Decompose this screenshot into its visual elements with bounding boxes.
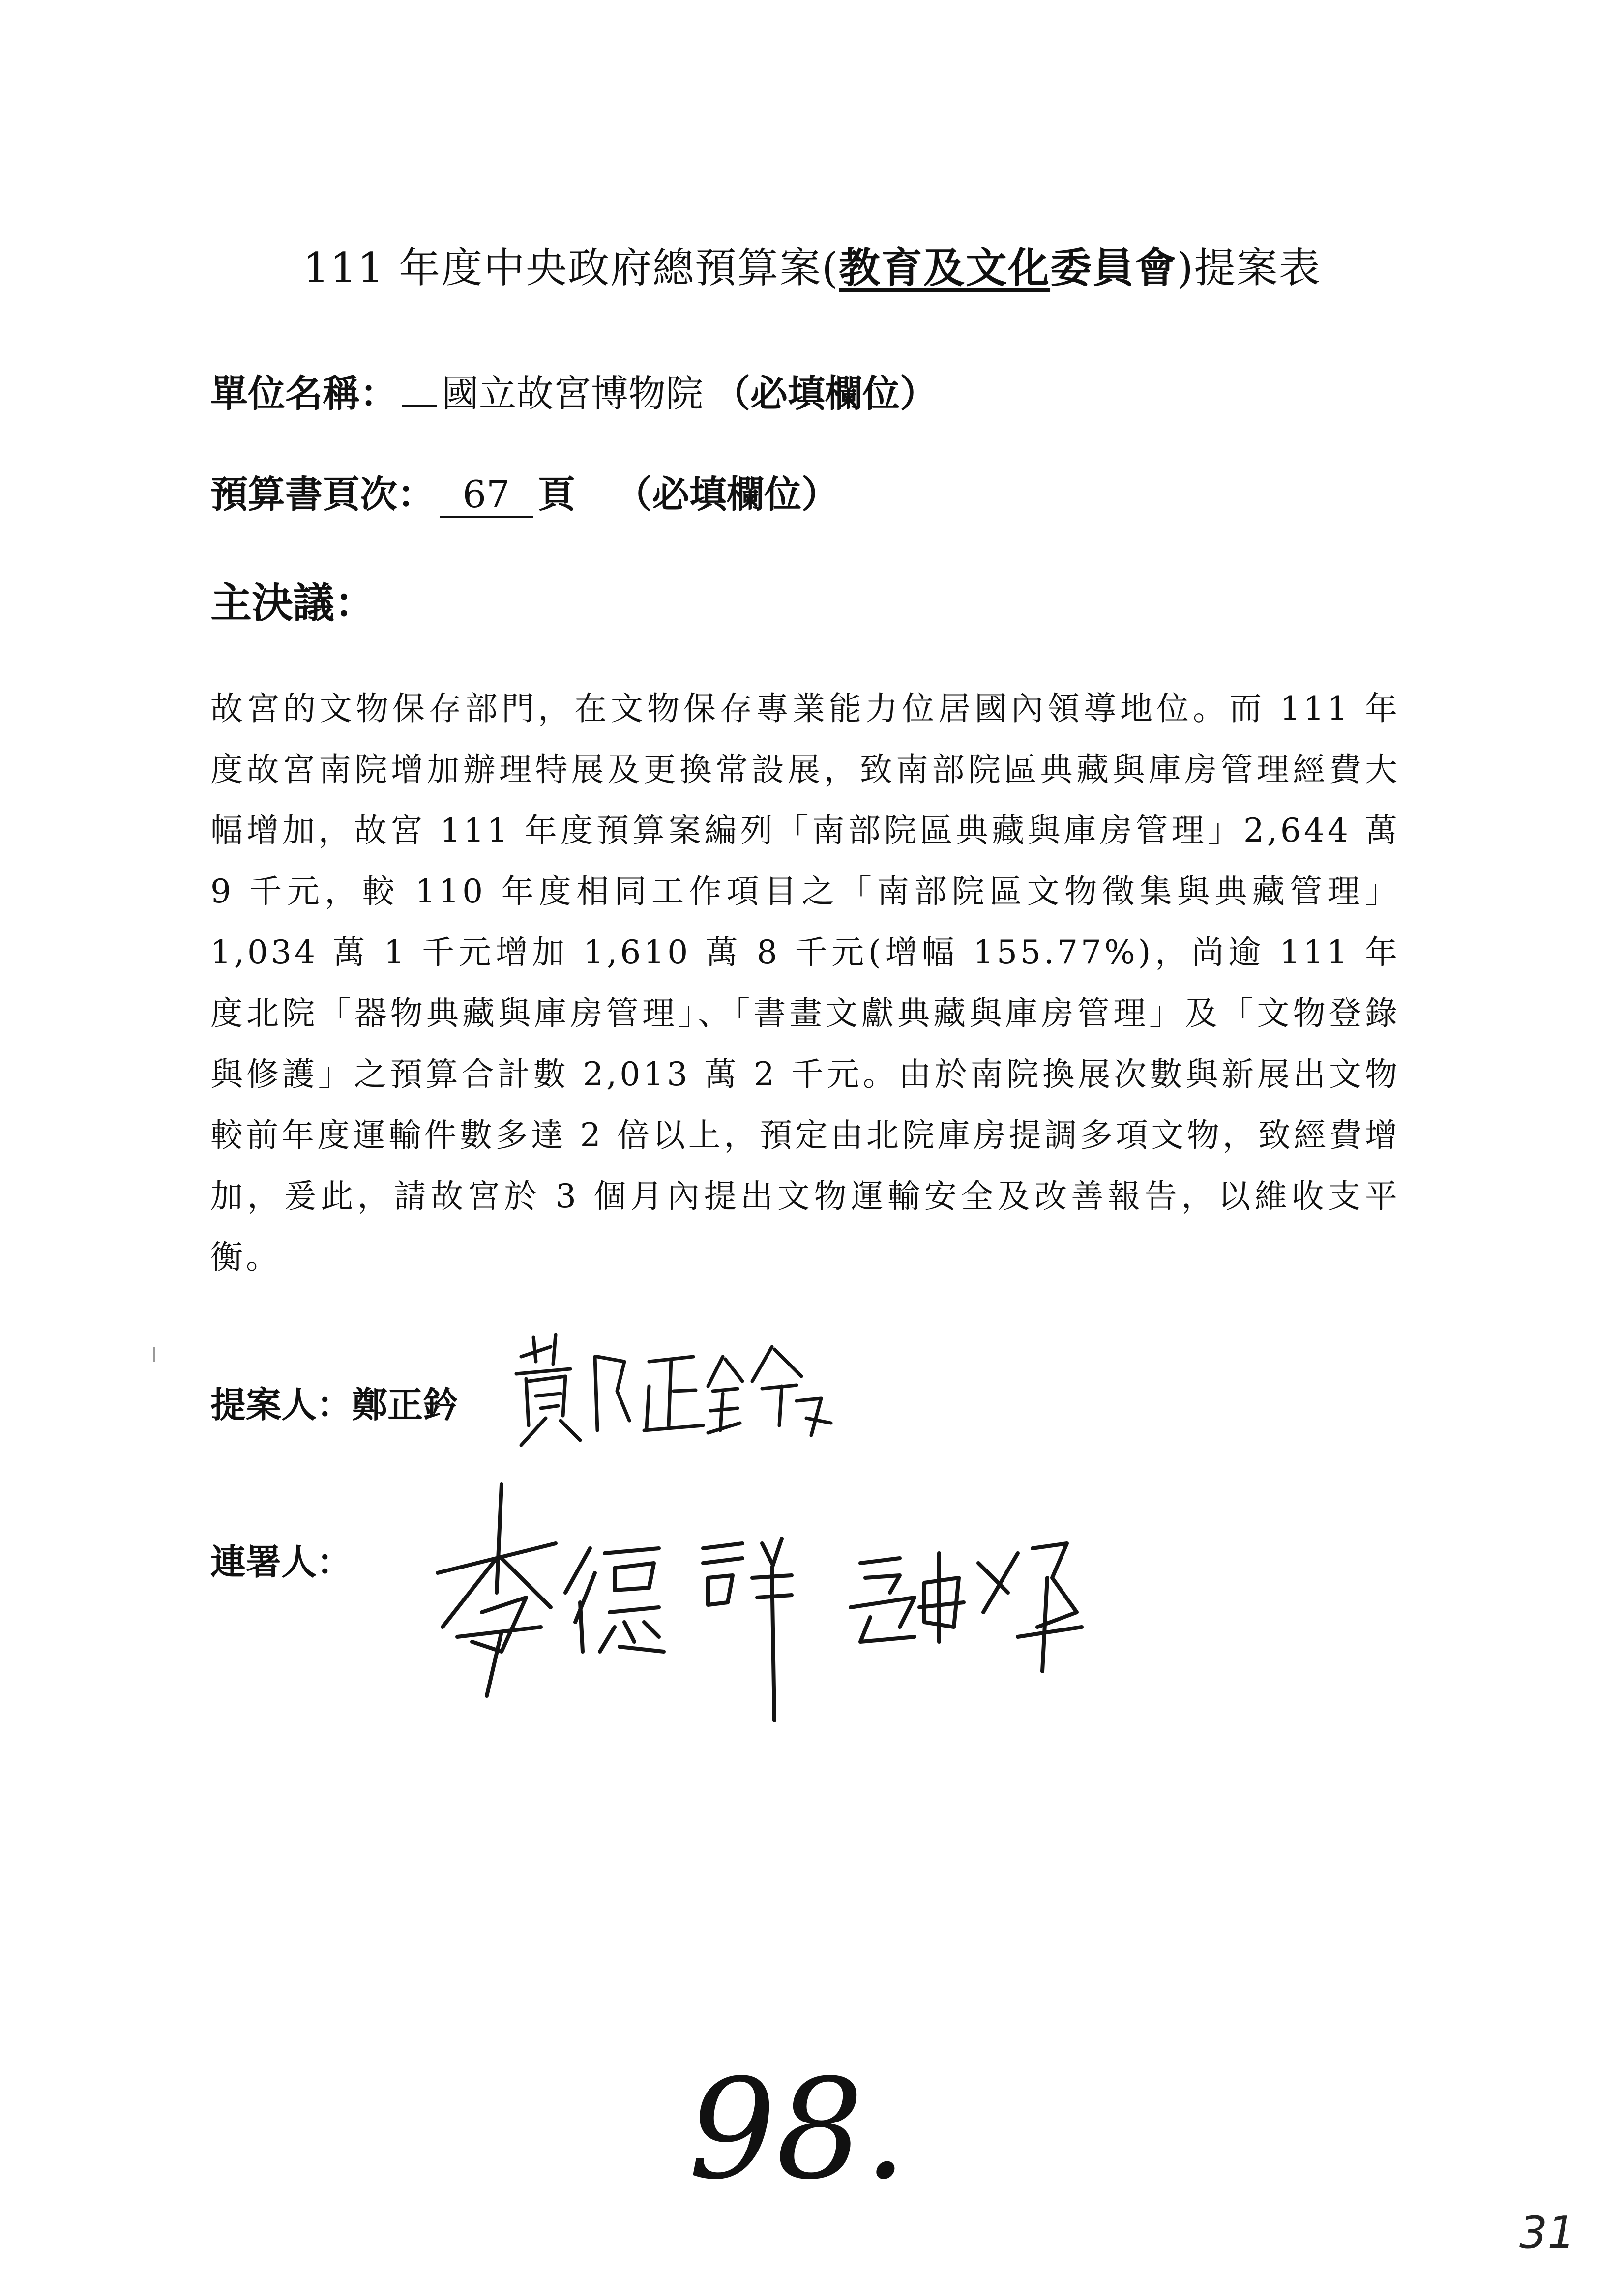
form-title [0, 235, 1624, 294]
proposer-signature [506, 1327, 851, 1455]
title-prefix: 111 年度中央政府總預算案( [303, 244, 839, 292]
budget-page-blank [440, 472, 533, 518]
title-committee-suffix: 委員會 [1050, 243, 1178, 292]
cosigner-signatures [428, 1465, 1175, 1740]
unit-required: （必填欄位） [713, 372, 937, 415]
main-resolution-heading: 主決議： [210, 579, 376, 627]
budget-page-value: 67 [462, 472, 510, 516]
budget-page-required: （必填欄位） [615, 472, 839, 516]
budget-page-label: 預算書頁次： [210, 472, 435, 516]
scan-speck [153, 1347, 155, 1362]
budget-page-unit: 頁 [538, 472, 575, 516]
corner-page-number: 31 [1519, 2207, 1576, 2259]
title-suffix: )提案表 [1177, 244, 1321, 292]
handwritten-page-number: 98. [688, 2050, 908, 2210]
unit-value: 國立故宮博物院 [442, 372, 703, 415]
proposer-line [210, 1376, 458, 1427]
unit-label: 單位名稱： [210, 372, 397, 415]
unit-field [210, 364, 937, 417]
title-committee: 教育及文化 [839, 243, 1051, 292]
cosigners-label: 連署人： [210, 1541, 353, 1583]
budget-page-field [210, 465, 839, 518]
unit-blank [402, 405, 437, 407]
proposer-name: 鄭正鈐 [352, 1384, 459, 1425]
main-resolution-body: 故宮的文物保存部門，在文物保存專業能力位居國內領導地位。而 111 年度故宮南院增加辦理特展及更換常設展，致南部院區典藏與庫房管理經費大幅增加，故宮 111 年度預算案編列「南部院區典藏與庫房管理」2,644 萬 9 千元，較 110 年度相同工作項目之「南部院區文物徵集與典藏管理」1,034 萬 1 千元增加 1,610 萬 8 千元(增幅 155.77%)，尚逾 111 年度北院「器物典藏與庫房管理」、「書畫文獻典藏與庫房管理」及「文物登錄與修護」之預算合計數 2,013 萬 2 千元。由於南院換展次數與新展出文物較前年度運輸件數多達 2 倍以上，預定由北院庫房提調多項文物，致經費增加，爰此，請故宮於 3 個月內提出文物運輸安全及改善報告，以維收支平衡。 [210, 690, 1400, 1276]
proposer-label: 提案人： [210, 1384, 353, 1425]
